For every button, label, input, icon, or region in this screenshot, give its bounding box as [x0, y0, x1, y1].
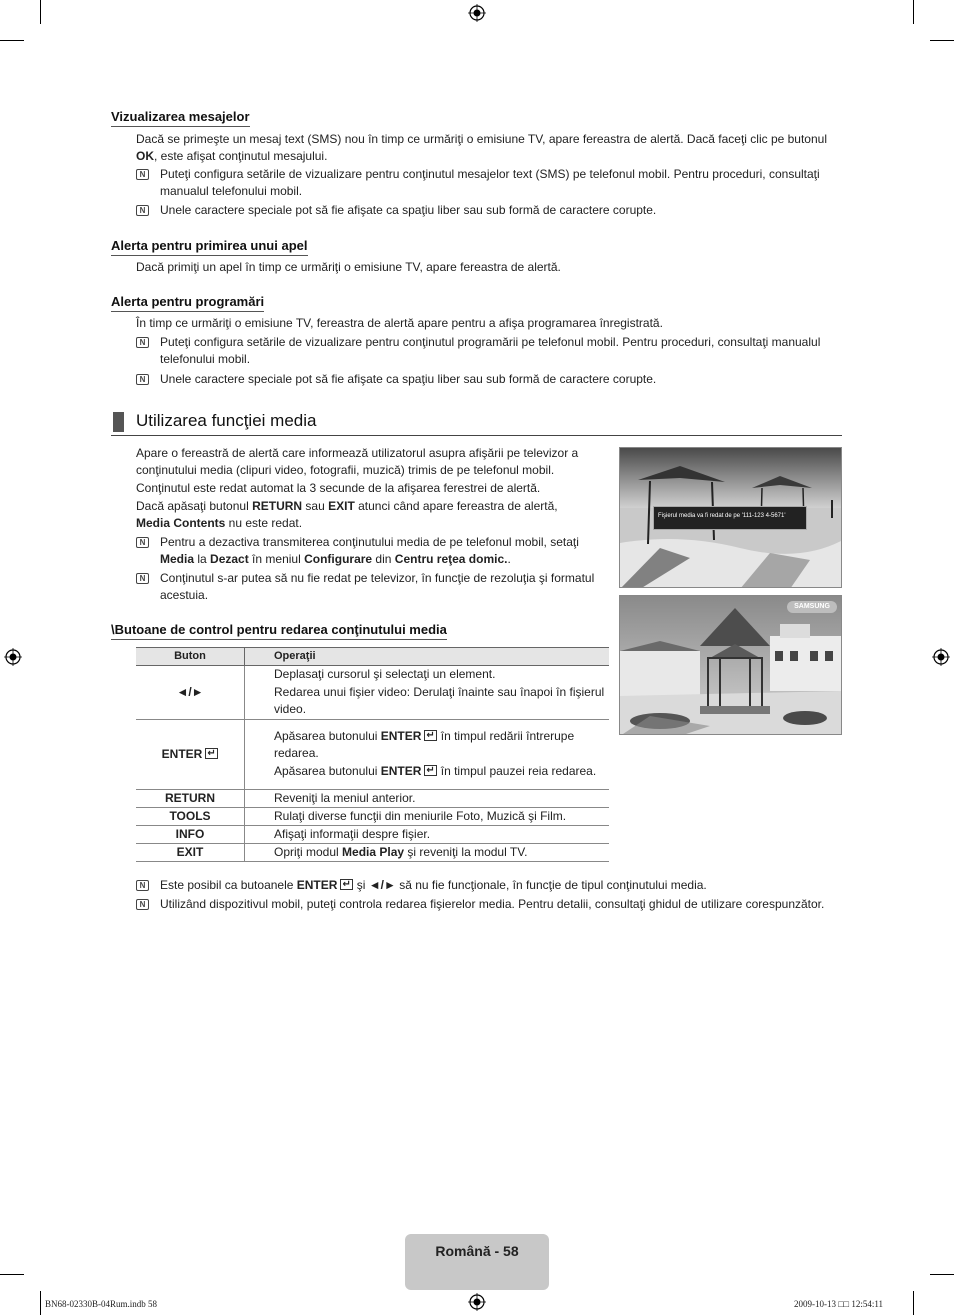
- table-row: [136, 844, 609, 862]
- bold-text: Centru reţea domic.: [394, 552, 508, 566]
- bold-text: Media Play: [342, 845, 405, 859]
- operation-text: Deplasaţi cursorul şi selectaţi un element.: [274, 667, 496, 681]
- note-icon: N: [136, 880, 149, 891]
- note-text: Puteţi configura setările de vizualizare pentru conţinutul mesajelor text (SMS) pe telefonul mobil. Pentru proceduri, consultaţi manualul telefonului mobil.: [160, 167, 820, 198]
- text: şi reveniţi la modul TV.: [404, 845, 528, 859]
- operation-cell: [245, 844, 610, 862]
- operation-cell: Rulaţi diverse funcţii din meniurile Foto, Muzică şi Film.: [245, 808, 610, 826]
- enter-icon: [424, 730, 437, 741]
- note-icon: N: [136, 169, 149, 180]
- note: [136, 877, 841, 894]
- paragraph: În timp ce urmăriţi o emisiune TV, fereastra de alertă apare pentru a afişa programarea înregistrată.: [136, 316, 663, 330]
- note: [136, 896, 841, 913]
- text: în timpul redării întrerupe redarea.: [274, 729, 575, 760]
- bold-text: Media Contents: [136, 516, 226, 530]
- alert-text: Fişierul media va fi redat de pe '111-123 4-5671': [658, 513, 786, 519]
- column-header: Operaţii: [245, 648, 610, 666]
- note: [136, 202, 841, 219]
- paragraph: [136, 131, 841, 165]
- bold-text: Configurare: [304, 552, 373, 566]
- footer-timestamp: 2009-10-13 □□ 12:54:11: [794, 1299, 884, 1309]
- chapter-title: Utilizarea funcţiei media: [136, 411, 317, 430]
- heading-bar: [113, 412, 124, 432]
- controls-table: [136, 647, 609, 862]
- note-text: Unele caractere speciale pot să fie afişate ca spaţiu liber sau sub formă de caractere corupte.: [160, 203, 657, 217]
- button-cell: EXIT: [136, 844, 245, 862]
- bold-text: ENTER: [380, 729, 422, 743]
- enter-icon: [340, 879, 353, 890]
- crop-mark: [40, 0, 41, 24]
- bold-text: Media: [160, 552, 195, 566]
- note: [136, 570, 606, 604]
- bold-text: ENTER: [380, 764, 422, 778]
- button-cell: TOOLS: [136, 808, 245, 826]
- text: , este afişat conţinutul mesajului.: [154, 149, 328, 163]
- brand-text: SAMSUNG: [794, 603, 830, 610]
- note-icon: N: [136, 205, 149, 216]
- operation-text: [274, 728, 609, 762]
- operation-cell: Reveniţi la meniul anterior.: [245, 790, 610, 808]
- bold-text: ENTER: [296, 878, 338, 892]
- page-number-tab: [405, 1234, 549, 1290]
- operation-text: Redarea unui fişier video: Derulaţi înainte sau înapoi în fişierul video.: [274, 685, 605, 716]
- note: [136, 371, 841, 388]
- table-row: [136, 666, 609, 720]
- crop-mark: [930, 1274, 954, 1275]
- table-header-row: [136, 648, 609, 666]
- crop-mark: [913, 1291, 914, 1315]
- enter-icon: [424, 765, 437, 776]
- note-icon: N: [136, 573, 149, 584]
- text: la: [194, 552, 211, 566]
- section-heading: Vizualizarea mesajelor: [111, 109, 250, 127]
- note: [136, 534, 596, 568]
- paragraph: Apare o fereastră de alertă care informează utilizatorul asupra afişării pe televizor a conţinutului media (clipuri video, fotografii, muzică) trimis de pe telefonul mobil.: [136, 446, 579, 477]
- paragraph: [136, 498, 576, 532]
- table-row: [136, 720, 609, 790]
- button-label: ENTER: [161, 747, 203, 761]
- registration-mark-icon: [468, 4, 486, 22]
- paragraph: Dacă primiţi un apel în timp ce urmăriţi o emisiune TV, apare fereastra de alertă.: [136, 260, 561, 274]
- registration-mark-icon: [4, 648, 22, 666]
- paragraph: Conţinutul este redat automat la 3 secunde de la afişarea ferestrei de alertă.: [136, 481, 541, 495]
- note-text: [160, 534, 596, 568]
- table-row: [136, 826, 609, 844]
- crop-mark: [0, 1274, 24, 1275]
- gazebo-image: [620, 596, 842, 735]
- bold-text: OK: [136, 149, 154, 163]
- text: în timpul pauzei reia redarea.: [437, 764, 597, 778]
- text: atunci când apare fereastra de alertă,: [354, 499, 558, 513]
- bold-text: Dezact: [210, 552, 249, 566]
- text: Opriţi modul: [274, 845, 343, 859]
- tv-screen-photo-beach: [619, 447, 842, 588]
- note-icon: N: [136, 374, 149, 385]
- text: şi: [353, 878, 369, 892]
- crop-mark: [0, 40, 24, 41]
- section-heading: Alerta pentru programări: [111, 294, 264, 312]
- crop-mark: [40, 1291, 41, 1315]
- operation-text: [274, 763, 609, 780]
- enter-icon: [205, 748, 218, 759]
- note-text: Puteţi configura setările de vizualizare pentru conţinutul programării pe telefonul mobil. Pentru proceduri, consultaţi manualul telefonului mobil.: [160, 335, 821, 366]
- registration-mark-icon: [932, 648, 950, 666]
- section-heading: \Butoane de control pentru redarea conţinutului media: [111, 622, 447, 640]
- tv-screen-photo-gazebo: [619, 595, 842, 735]
- note-text: Unele caractere speciale pot să fie afişate ca spaţiu liber sau sub formă de caractere corupte.: [160, 372, 657, 386]
- note-text: Conţinutul s-ar putea să nu fie redat pe televizor, în funcţie de rezoluţia şi formatul acestuia.: [160, 571, 595, 602]
- button-cell: RETURN: [136, 790, 245, 808]
- note-text: [160, 877, 841, 894]
- text: Apăsarea butonului: [274, 764, 381, 778]
- text: nu este redat.: [225, 516, 303, 530]
- note-text: Utilizând dispozitivul mobil, puteţi controla redarea fişierelor media. Pentru detalii, consultaţi ghidul de utilizare corespunzător.: [160, 897, 825, 911]
- note-icon: N: [136, 537, 149, 548]
- note: [136, 166, 841, 200]
- operation-cell: [245, 720, 610, 790]
- text: Pentru a dezactiva transmiterea conţinutului media de pe telefonul mobil, setaţi: [160, 535, 579, 549]
- brand-badge: [787, 601, 837, 613]
- text: în meniul: [248, 552, 305, 566]
- chapter-heading: [111, 409, 842, 436]
- footer-file-info: BN68-02330B-04Rum.indb 58: [45, 1299, 158, 1309]
- text: să nu fie funcţionale, în funcţie de tipul conţinutului media.: [395, 878, 707, 892]
- section-heading: Alerta pentru primirea unui apel: [111, 238, 308, 256]
- text: Apăsarea butonului: [274, 729, 381, 743]
- operation-cell: [245, 666, 610, 720]
- registration-mark-icon: [468, 1293, 486, 1311]
- bold-text: ◄/►: [368, 878, 396, 892]
- table-row: [136, 790, 609, 808]
- bold-text: EXIT: [328, 499, 355, 513]
- text: sau: [302, 499, 329, 513]
- alert-popup: [653, 506, 807, 530]
- text: Este posibil ca butoanele: [160, 878, 297, 892]
- text: Dacă apăsaţi butonul: [136, 499, 253, 513]
- text: .: [507, 552, 511, 566]
- crop-mark: [913, 0, 914, 24]
- button-cell: [136, 720, 245, 790]
- bold-text: RETURN: [252, 499, 303, 513]
- operation-cell: Afişaţi informaţii despre fişier.: [245, 826, 610, 844]
- note-icon: N: [136, 899, 149, 910]
- table-row: [136, 808, 609, 826]
- page-number: Română - 58: [435, 1243, 519, 1259]
- note-icon: N: [136, 337, 149, 348]
- button-cell: INFO: [136, 826, 245, 844]
- column-header: Buton: [136, 648, 245, 666]
- crop-mark: [930, 40, 954, 41]
- text: din: [372, 552, 395, 566]
- text: Dacă se primeşte un mesaj text (SMS) nou în timp ce urmăriţi o emisiune TV, apare fereastra de alertă. Dacă faceţi clic pe butonul: [136, 132, 827, 146]
- note: [136, 334, 841, 368]
- button-cell: ◄/►: [136, 666, 245, 720]
